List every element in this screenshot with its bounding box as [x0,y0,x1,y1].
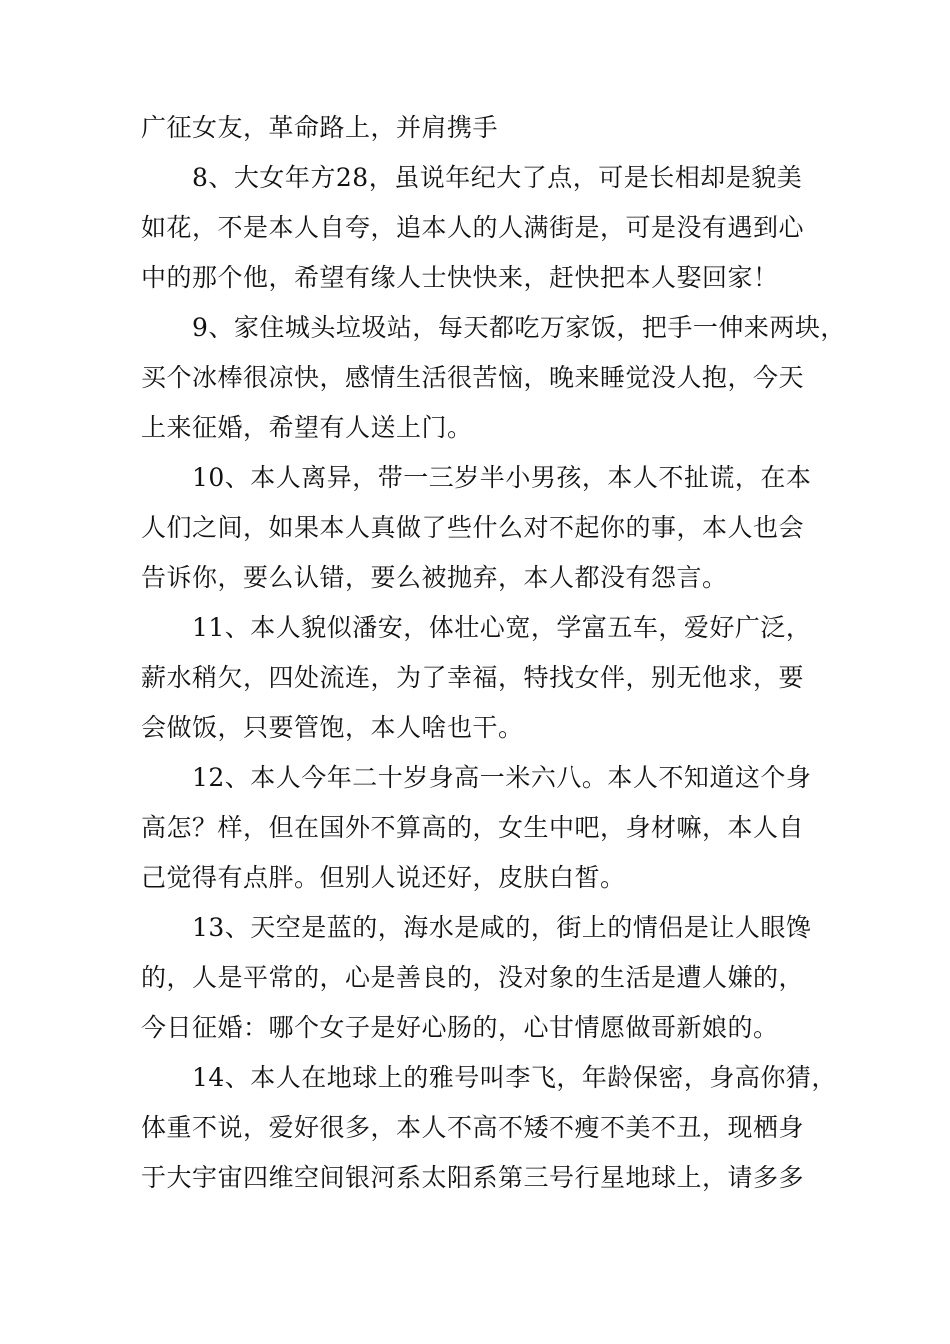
text-line: 上来征婚，希望有人送上门。 [141,413,473,442]
paragraph-10-line-1: 10、本人离异，带一三岁半小男孩，本人不扯谎，在本 [192,463,812,492]
text-line: 薪水稍欠，四处流连，为了幸福，特找女伴，别无他求，要 [141,663,805,692]
paragraph-12-line-1: 12、本人今年二十岁身高一米六八。本人不知道这个身 [192,763,812,792]
text-line: 告诉你，要么认错，要么被抛弃，本人都没有怨言。 [141,563,728,592]
text-line: 人们之间，如果本人真做了些什么对不起你的事，本人也会 [141,513,805,542]
text-line: 会做饭，只要管饱，本人啥也干。 [141,713,524,742]
paragraph-13-line-1: 13、天空是蓝的，海水是咸的，街上的情侣是让人眼馋 [192,913,812,942]
paragraph-9-line-1: 9、家住城头垃圾站，每天都吃万家饭，把手一伸来两块， [192,313,846,342]
text-line: 高怎？样，但在国外不算高的，女生中吧，身材嘛，本人自 [141,813,805,842]
text-line: 今日征婚：哪个女子是好心肠的，心甘情愿做哥新娘的。 [141,1013,779,1042]
paragraph-14-line-1: 14、本人在地球上的雅号叫李飞，年龄保密，身高你猜， [192,1063,837,1092]
text-line: 如花，不是本人自夸，追本人的人满街是，可是没有遇到心 [141,213,805,242]
text-line: 买个冰棒很凉快，感情生活很苦恼，晚来睡觉没人抱，今天 [141,363,805,392]
text-line: 于大宇宙四维空间银河系太阳系第三号行星地球上，请多多 [141,1163,805,1192]
paragraph-11-line-1: 11、本人貌似潘安，体壮心宽，学富五车，爱好广泛， [192,613,812,642]
text-line: 己觉得有点胖。但别人说还好，皮肤白皙。 [141,863,626,892]
text-line: 广征女友，革命路上，并肩携手 [141,113,499,142]
text-line: 的，人是平常的，心是善良的，没对象的生活是遭人嫌的， [141,963,805,992]
paragraph-8-line-1: 8、大女年方28，虽说年纪大了点，可是长相却是貌美 [192,163,803,192]
text-line: 中的那个他，希望有缘人士快快来，赶快把本人娶回家！ [141,263,779,292]
text-line: 体重不说，爱好很多，本人不高不矮不瘦不美不丑，现栖身 [141,1113,805,1142]
